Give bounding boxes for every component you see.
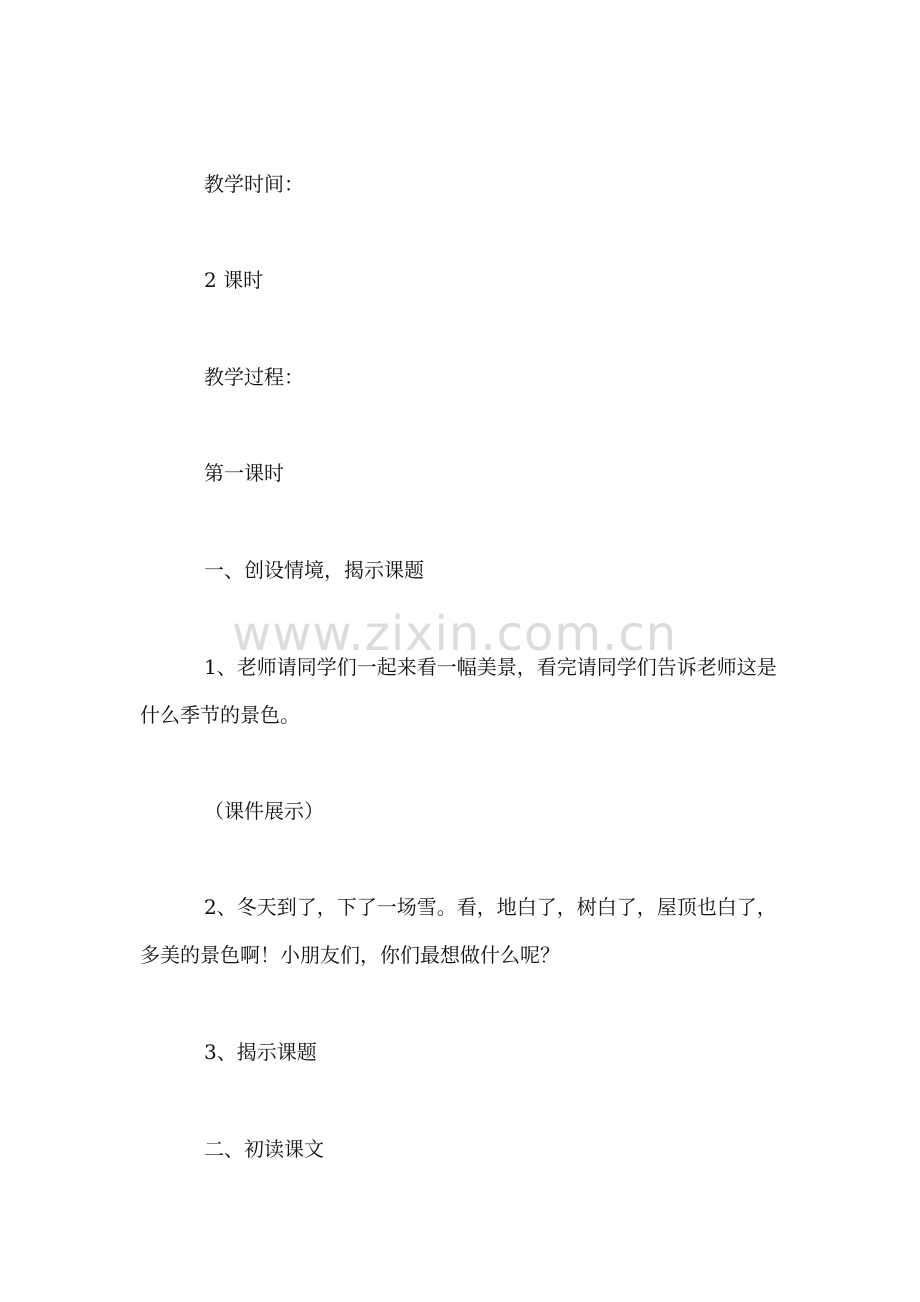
paragraph-text: 1、老师请同学们一起来看一幅美景，看完请同学们告诉老师这是什么季节的景色。 xyxy=(140,655,777,727)
paragraph-text: 教学时间： xyxy=(204,172,304,196)
paragraph-text: 2 课时 xyxy=(204,268,264,292)
paragraph-first-lesson xyxy=(140,449,780,497)
paragraph-text: 第一课时 xyxy=(204,461,284,485)
paragraph-step-two xyxy=(140,883,780,979)
paragraph-text: 2、冬天到了，下了一场雪。看，地白了，树白了，屋顶也白了，多美的景色啊！小朋友们，你们最想做什么呢？ xyxy=(140,895,777,967)
paragraph-text: 二、初读课文 xyxy=(204,1137,324,1161)
paragraph-teaching-time-label xyxy=(140,160,780,208)
paragraph-text: （课件展示） xyxy=(204,799,324,823)
paragraph-text: 教学过程： xyxy=(204,365,304,389)
paragraph-lesson-count xyxy=(140,256,780,304)
paragraph-section-two-heading xyxy=(140,1125,780,1173)
paragraph-section-one-heading xyxy=(140,546,780,594)
paragraph-courseware-display xyxy=(140,787,780,835)
paragraph-teaching-process-label xyxy=(140,353,780,401)
watermark: www.zixin.com.cn xyxy=(232,606,678,662)
paragraph-step-three xyxy=(140,1028,780,1076)
paragraph-text: 一、创设情境，揭示课题 xyxy=(204,558,424,582)
paragraph-step-one xyxy=(140,643,780,739)
paragraph-text: 3、揭示课题 xyxy=(204,1040,317,1064)
